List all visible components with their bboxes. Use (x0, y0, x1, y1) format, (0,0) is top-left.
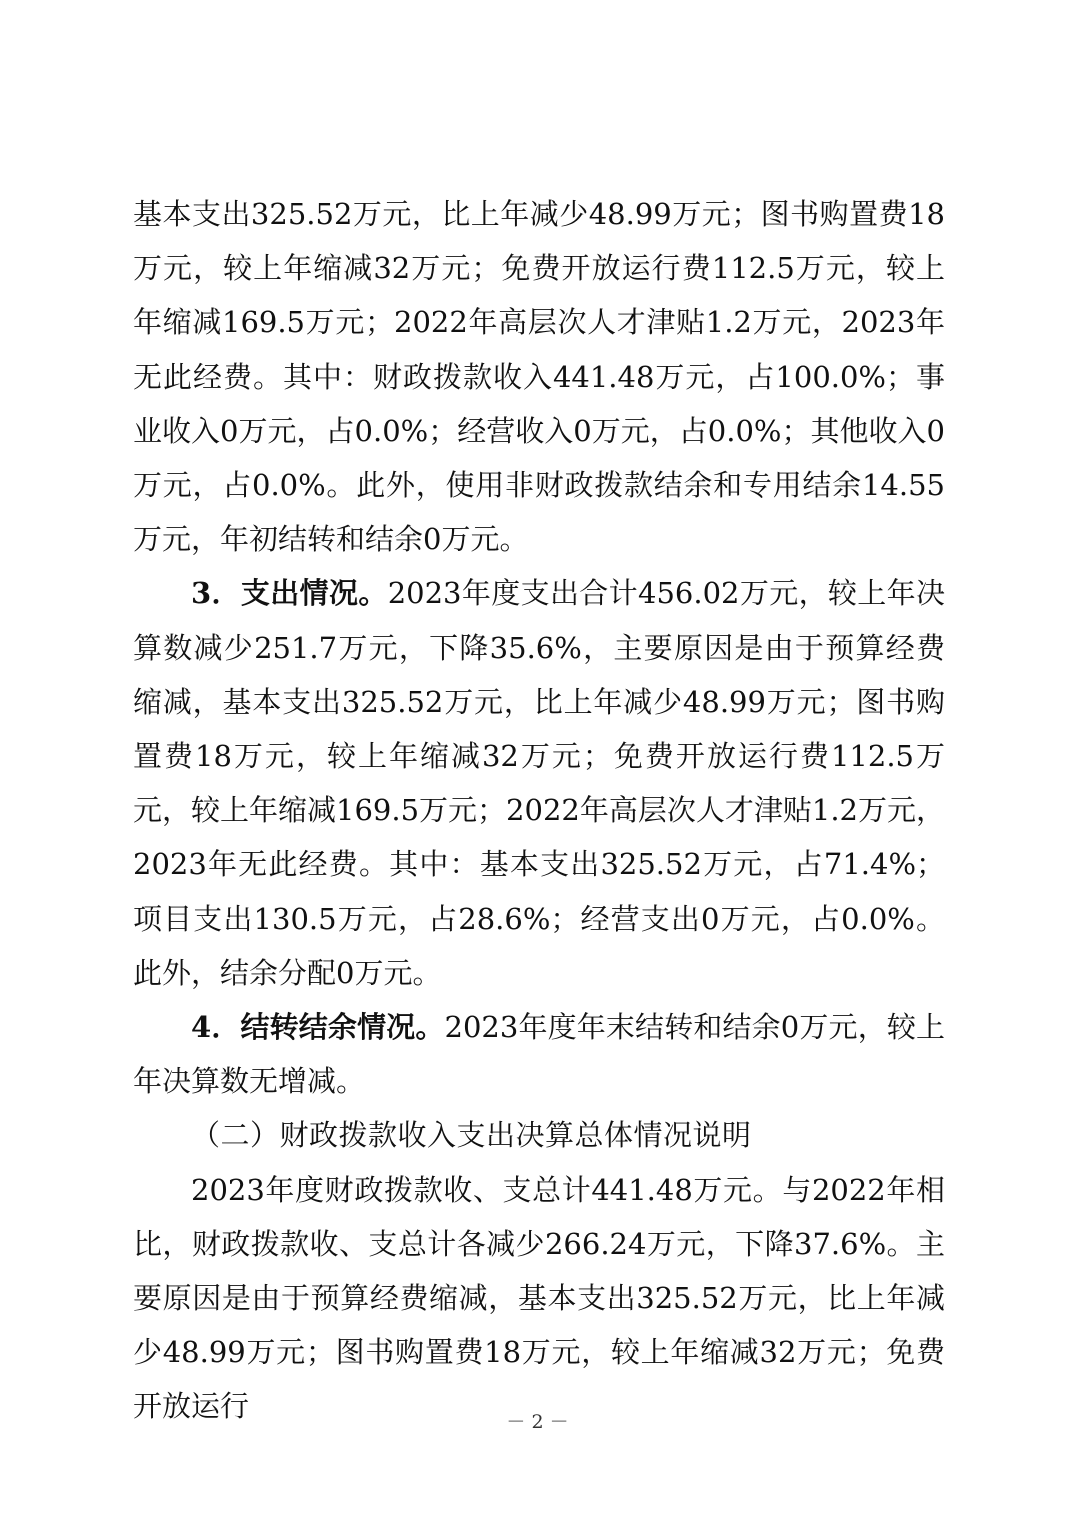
section-heading-expenditure: 3．支出情况。 (191, 576, 388, 611)
paragraph-carryover (133, 1000, 945, 1108)
section-heading-carryover: 4．结转结余情况。 (191, 1010, 445, 1045)
paragraph-expenditure (133, 566, 945, 1000)
sub-heading-fiscal-appropriation: （二）财政拨款收入支出决算总体情况说明 (191, 1118, 752, 1153)
paragraph-fiscal-appropriation: 2023年度财政拨款收、支总计441.48万元。与2022年相比，财政拨款收、支总计各减少266.24万元，下降37.6%。主要原因是由于预算经费缩减，基本支出325.52万元，比上年减少48.99万元；图书购置费18万元，较上年缩减32万元；免费开放运行 (133, 1172, 945, 1424)
paragraph-income-continued: 基本支出325.52万元，比上年减少48.99万元；图书购置费18万元，较上年缩减32万元；免费开放运行费112.5万元，较上年缩减169.5万元；2022年高层次人才津贴1.2万元，2023年无此经费。其中：财政拨款收入441.48万元，占100.0%；事业收入0万元，占0.0%；经营收入0万元，占0.0%；其他收入0万元，占0.0%。此外，使用非财政拨款结余和专用结余14.55万元，年初结转和结余0万元。 (133, 197, 945, 557)
paragraph-expenditure-text: 2023年度支出合计456.02万元，较上年决算数减少251.7万元，下降35.6%，主要原因是由于预算经费缩减，基本支出325.52万元，比上年减少48.99万元；图书购置费18万元，较上年缩减32万元；免费开放运行费112.5万元，较上年缩减169.5万元；2022年高层次人才津贴1.2万元，2023年无此经费。其中：基本支出325.52万元，占71.4%；项目支出130.5万元，占28.6%；经营支出0万元，占0.0%。此外，结余分配0万元。 (133, 576, 945, 990)
page-number: － 2 － (506, 1411, 569, 1433)
document-body (133, 187, 945, 1434)
paragraph-carryover-text: 2023年度年末结转和结余0万元，较上年决算数无增减。 (133, 1010, 945, 1099)
